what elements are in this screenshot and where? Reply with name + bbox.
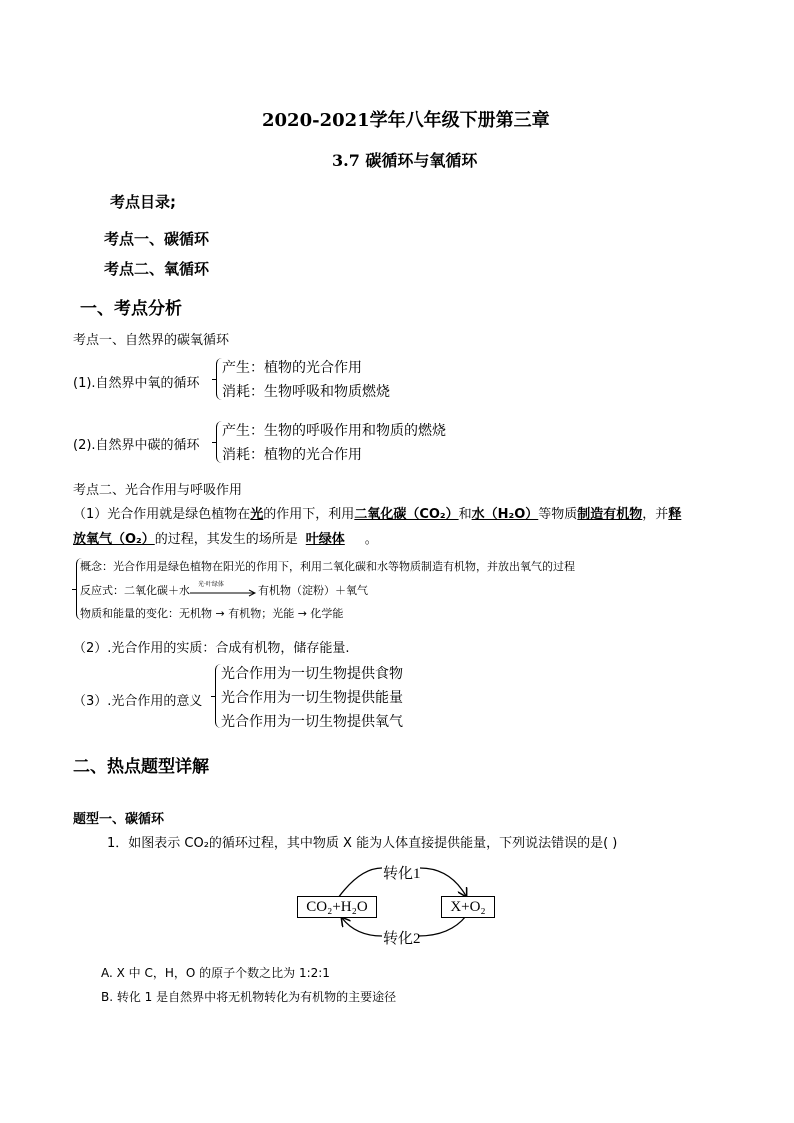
- matter-energy-change: 物质和能量的变化：无机物 → 有机物；光能 → 化学能: [80, 607, 344, 620]
- carbon-consume: 消耗：植物的光合作用: [222, 447, 362, 463]
- p1-text-a: （1）光合作用就是绿色植物在: [73, 507, 251, 522]
- carbon-produce: 产生：生物的呼吸作用和物质的燃烧: [222, 423, 446, 439]
- conversion-2-label: 转化2: [383, 931, 421, 947]
- p1-text-e: 和: [458, 507, 472, 522]
- p1-water: 水（H₂O）: [471, 507, 539, 522]
- kp1-title: 考点一、自然界的碳氧循环: [73, 333, 230, 348]
- photosynthesis-definition-line1: [73, 503, 681, 522]
- p1-text-i: ，并: [642, 507, 669, 522]
- conversion-1-label: 转化1: [383, 866, 421, 882]
- option-a: A. X 中 C，H，O 的原子个数之比为 1:2:1: [101, 966, 330, 980]
- meaning-label: （3）.光合作用的意义: [73, 694, 203, 709]
- photosynthesis-essence: （2）.光合作用的实质：合成有机物，储存能量.: [73, 641, 350, 656]
- p1-period: 。: [364, 532, 378, 547]
- equation-arrow: [190, 581, 258, 597]
- co2-h2o-box: CO₂+H₂O: [297, 896, 377, 918]
- cycle-arrow-bottom-left: [342, 918, 382, 936]
- p1-co2: 二氧化碳（CO₂）: [354, 507, 459, 522]
- oxygen-consume: 消耗：生物呼吸和物质燃烧: [222, 384, 390, 400]
- p1-light: 光: [250, 507, 264, 522]
- meaning-energy: 光合作用为一切生物提供能量: [221, 690, 403, 706]
- page-title: 2020-2021学年八年级下册第三章: [262, 110, 550, 131]
- p1-organic: 制造有机物: [577, 507, 643, 522]
- oxygen-produce: 产生：植物的光合作用: [222, 360, 362, 376]
- toc-item-carbon: 考点一、碳循环: [104, 230, 210, 248]
- equation-condition: 光·叶绿体: [198, 581, 224, 588]
- toc-item-oxygen: 考点二、氧循环: [104, 260, 210, 278]
- x-o2-box: X+O₂: [441, 896, 495, 918]
- cycle-arrow-bottom-right: [418, 916, 466, 936]
- question-1-stem: 1．如图表示 CO₂的循环过程，其中物质 X 能为人体直接提供能量，下列说法错误的是( ): [107, 836, 618, 851]
- equation-right: 有机物（淀粉）＋氧气: [258, 584, 368, 597]
- meaning-food: 光合作用为一切生物提供食物: [221, 666, 403, 682]
- cycle-arrow-top-left: [338, 868, 382, 898]
- concept-text: 概念：光合作用是绿色植物在阳光的作用下，利用二氧化碳和水等物质制造有机物，并放出氧气的过程: [80, 560, 575, 573]
- photosynthesis-definition-line2: [73, 528, 378, 547]
- option-b: B. 转化 1 是自然界中将无机物转化为有机物的主要途径: [101, 990, 397, 1004]
- reaction-equation: [80, 582, 368, 598]
- meaning-oxygen: 光合作用为一切生物提供氧气: [221, 714, 403, 730]
- carbon-cycle-label: (2).自然界中碳的循环: [73, 438, 200, 453]
- p1-chloroplast: 叶绿体: [305, 532, 345, 547]
- equation-left: 反应式：二氧化碳＋水: [80, 584, 190, 597]
- cycle-arrow-top-right: [420, 868, 466, 896]
- type1-title: 题型一、碳循环: [73, 812, 165, 827]
- p1-text-l: 的过程，其发生的场所是: [154, 532, 298, 547]
- oxygen-cycle-label: (1).自然界中氧的循环: [73, 376, 200, 391]
- p1-release-a: 释: [668, 507, 682, 522]
- page-subtitle: 3.7 碳循环与氧循环: [332, 151, 478, 170]
- p1-text-g: 等物质: [538, 507, 578, 522]
- section-heading-hot-topics: 二、热点题型详解: [73, 757, 209, 777]
- p1-release-b: 放氧气（O₂）: [73, 532, 155, 547]
- toc-heading: 考点目录;: [110, 193, 176, 211]
- p1-text-c: 的作用下，利用: [263, 507, 355, 522]
- section-heading-analysis: 一、考点分析: [80, 299, 182, 319]
- kp2-title: 考点二、光合作用与呼吸作用: [73, 483, 243, 498]
